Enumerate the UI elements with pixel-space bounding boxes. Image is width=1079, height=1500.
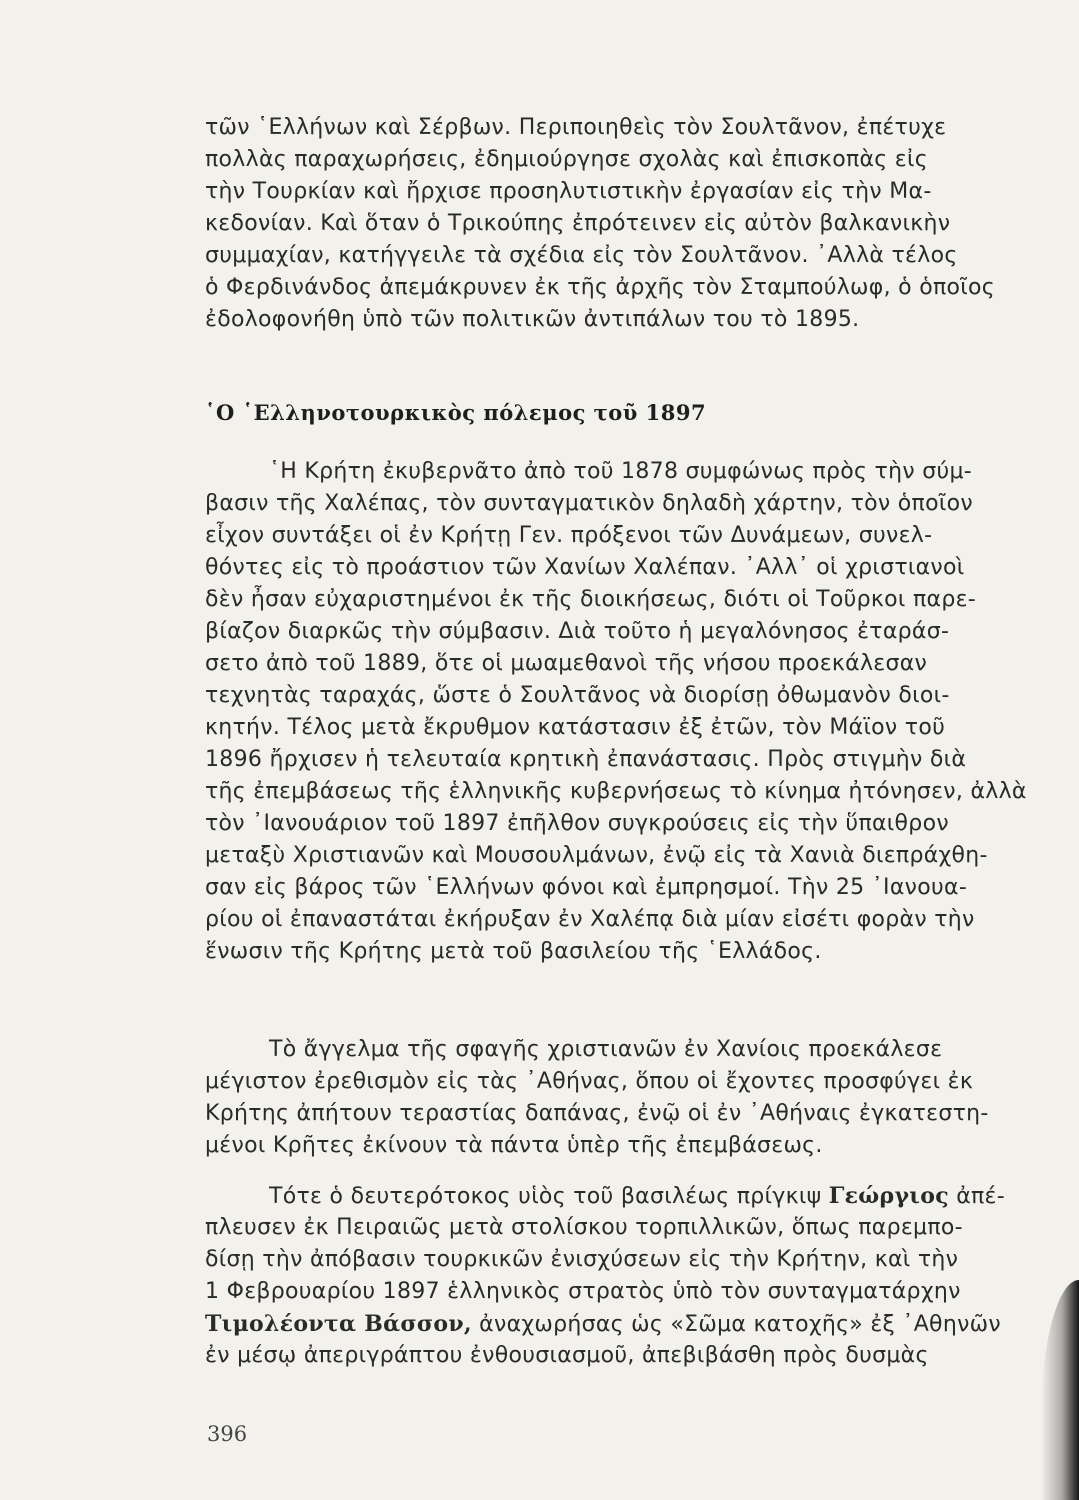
paragraph-2 — [205, 456, 1027, 968]
text-run: ἀναχωρήσας ὡς «Σῶμα κατοχῆς» ἐξ ᾿Αθηνῶν — [471, 1312, 1001, 1337]
text-line: ἐδολοφονήθη ὑπὸ τῶν πολιτικῶν ἀντιπάλων του τὸ 1895. — [205, 307, 860, 332]
text-line: δὲν ἦσαν εὐχαριστημένοι ἐκ τῆς διοικήσεως, διότι οἱ Τοῦρκοι παρε- — [205, 587, 977, 612]
text-line: τὴν Τουρκίαν καὶ ἤρχισε προσηλυτιστικὴν ἐργασίαν εἰς τὴν Μα- — [205, 179, 932, 204]
text-line: πλευσεν ἐκ Πειραιῶς μετὰ στολίσκου τορπιλλικῶν, ὅπως παρεμπο- — [205, 1215, 963, 1240]
text-line: τῆς ἐπεμβάσεως τῆς ἑλληνικῆς κυβερνήσεως τὸ κίνημα ἠτόνησεν, ἀλλὰ — [205, 779, 1027, 804]
text-line: βασιν τῆς Χαλέπας, τὸν συνταγματικὸν δηλαδὴ χάρτην, τὸν ὁποῖον — [205, 491, 973, 516]
text-line: μέγιστον ἐρεθισμὸν εἰς τὰς ᾿Αθήνας, ὅπου οἱ ἔχοντες προσφύγει ἐκ — [205, 1069, 974, 1094]
paragraph-1 — [205, 112, 1005, 336]
text-line: ῾Η Κρήτη ἐκυβερνᾶτο ἀπὸ τοῦ 1878 συμφώνως πρὸς τὴν σύμ- — [269, 459, 973, 484]
paragraph-3 — [205, 1034, 1005, 1162]
text-line: κητήν. Τέλος μετὰ ἔκρυθμον κατάστασιν ἐξ ἐτῶν, τὸν Μάϊον τοῦ — [205, 715, 946, 740]
text-line: θόντες εἰς τὸ προάστιον τῶν Χανίων Χαλέπαν. ᾿Αλλ᾿ οἱ χριστιανοὶ — [205, 555, 965, 580]
text-line — [205, 1308, 1005, 1340]
text-line: ὁ Φερδινάνδος ἀπεμάκρυνεν ἐκ τῆς ἀρχῆς τὸν Σταμπούλωφ, ὁ ὁποῖος — [205, 275, 996, 300]
text-line: τῶν ῾Ελλήνων καὶ Σέρβων. Περιποιηθεὶς τὸν Σουλτᾶνον, ἐπέτυχε — [205, 115, 947, 140]
text-line: ἕνωσιν τῆς Κρήτης μετὰ τοῦ βασιλείου τῆς ῾Ελλάδος. — [205, 939, 822, 964]
text-line: τὸν ᾿Ιανουάριον τοῦ 1897 ἐπῆλθον συγκρούσεις εἰς τὴν ὕπαιθρον — [205, 811, 949, 836]
text-line: τεχνητὰς ταραχάς, ὥστε ὁ Σουλτᾶνος νὰ διορίσῃ ὀθωμανὸν διοι- — [205, 683, 950, 708]
text-line: εἶχον συντάξει οἱ ἐν Κρήτῃ Γεν. πρόξενοι τῶν Δυνάμεων, συνελ- — [205, 523, 933, 548]
section-heading: ῾Ο ῾Ελληνοτουρκικὸς πόλεμος τοῦ 1897 — [205, 400, 707, 425]
text-line: πολλὰς παραχωρήσεις, ἐδημιούργησε σχολὰς καὶ ἐπισκοπὰς εἰς — [205, 147, 928, 172]
text-line — [205, 1180, 1005, 1212]
paragraph-4 — [205, 1180, 1005, 1372]
page-curl-shadow — [1041, 1280, 1079, 1500]
text-line: συμμαχίαν, κατήγγειλε τὰ σχέδια εἰς τὸν Σουλτᾶνον. ᾿Αλλὰ τέλος — [205, 243, 958, 268]
text-run: ἀπέ- — [948, 1184, 1005, 1209]
text-line: βίαζον διαρκῶς τὴν σύμβασιν. Διὰ τοῦτο ἡ μεγαλόνησος ἐταράσ- — [205, 619, 950, 644]
text-line: ρίου οἱ ἐπαναστάται ἐκήρυξαν ἐν Χαλέπᾳ διὰ μίαν εἰσέτι φορὰν τὴν — [205, 907, 975, 932]
page-number: 396 — [207, 1422, 248, 1446]
text-line: μεταξὺ Χριστιανῶν καὶ Μουσουλμάνων, ἐνῷ εἰς τὰ Χανιὰ διεπράχθη- — [205, 843, 988, 868]
text-line: κεδονίαν. Καὶ ὅταν ὁ Τρικούπης ἐπρότεινεν εἰς αὐτὸν βαλκανικὴν — [205, 211, 951, 236]
person-name: Γεώργιος — [828, 1183, 949, 1209]
text-run: Τότε ὁ δευτερότοκος υἱὸς τοῦ βασιλέως πρίγκιψ — [269, 1184, 829, 1209]
text-line: Τὸ ἄγγελμα τῆς σφαγῆς χριστιανῶν ἐν Χανίοις προεκάλεσε — [269, 1037, 943, 1062]
person-name: Τιμολέοντα Βάσσον, — [205, 1311, 472, 1337]
text-line: σαν εἰς βάρος τῶν ῾Ελλήνων φόνοι καὶ ἐμπρησμοί. Τὴν 25 ᾿Ιανουα- — [205, 875, 968, 900]
text-line: 1 Φεβρουαρίου 1897 ἑλληνικὸς στρατὸς ὑπὸ τὸν συνταγματάρχην — [205, 1279, 961, 1304]
text-line: Κρήτης ἀπήτουν τεραστίας δαπάνας, ἐνῷ οἱ ἐν ᾿Αθήναις ἐγκατεστη- — [205, 1101, 989, 1126]
text-line: ἐν μέσῳ ἀπεριγράπτου ἐνθουσιασμοῦ, ἀπεβιβάσθη πρὸς δυσμὰς — [205, 1343, 929, 1368]
text-line: δίσῃ τὴν ἀπόβασιν τουρκικῶν ἐνισχύσεων εἰς τὴν Κρήτην, καὶ τὴν — [205, 1247, 959, 1272]
text-line: 1896 ἤρχισεν ἡ τελευταία κρητικὴ ἐπανάστασις. Πρὸς στιγμὴν διὰ — [205, 747, 967, 772]
text-line: σετο ἀπὸ τοῦ 1889, ὅτε οἱ μωαμεθανοὶ τῆς νήσου προεκάλεσαν — [205, 651, 928, 676]
text-line: μένοι Κρῆτες ἐκίνουν τὰ πάντα ὑπὲρ τῆς ἐπεμβάσεως. — [205, 1133, 823, 1158]
